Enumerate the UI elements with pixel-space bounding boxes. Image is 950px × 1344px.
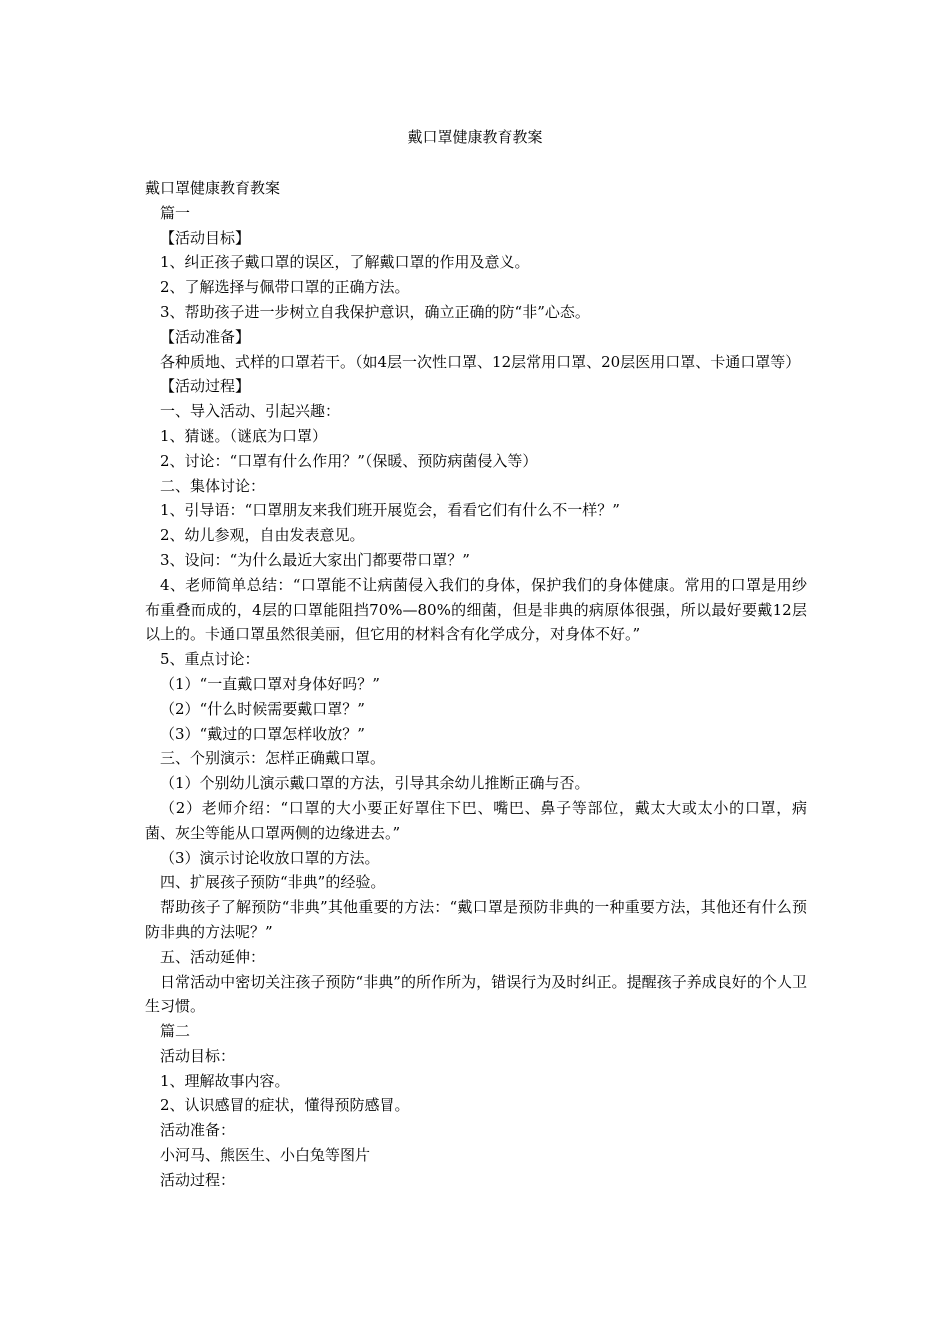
text-line: 2、幼儿参观，自由发表意见。 bbox=[160, 526, 365, 545]
document-body bbox=[145, 176, 807, 1193]
text-line: 【活动过程】 bbox=[160, 377, 251, 396]
text-line: 篇一 bbox=[160, 203, 191, 222]
text-line: 1、猜谜。（谜底为口罩） bbox=[160, 426, 328, 445]
text-line: 3、设问：“为什么最近大家出门都要带口罩？” bbox=[160, 550, 470, 569]
text-line: 3、帮助孩子进一步树立自我保护意识，确立正确的防“非”心态。 bbox=[160, 302, 590, 321]
text-line: （3）“戴过的口罩怎样收放？” bbox=[160, 724, 365, 743]
text-line: 5、重点讨论： bbox=[160, 650, 260, 669]
text-line: 活动目标： bbox=[160, 1046, 236, 1065]
text-line: （1）个别幼儿演示戴口罩的方法，引导其余幼儿推断正确与否。 bbox=[160, 774, 590, 793]
document-lines bbox=[145, 201, 807, 1193]
text-line: 五、活动延伸： bbox=[160, 947, 266, 966]
text-line: 三、个别演示：怎样正确戴口罩。 bbox=[160, 749, 386, 768]
text-line: 【活动准备】 bbox=[160, 327, 251, 346]
text-line: （2）“什么时候需要戴口罩？” bbox=[160, 699, 365, 718]
text-line: 小河马、熊医生、小白兔等图片 bbox=[160, 1146, 371, 1165]
text-line: 1、理解故事内容。 bbox=[160, 1071, 290, 1090]
text-line: 2、认识感冒的症状，懂得预防感冒。 bbox=[160, 1096, 410, 1115]
document-heading: 戴口罩健康教育教案 bbox=[145, 179, 281, 197]
paragraph: 日常活动中密切关注孩子预防“非典”的所作所为，错误行为及时纠正。提醒孩子养成良好的个人卫生习惯。 bbox=[145, 972, 807, 1016]
text-line: 活动准备： bbox=[160, 1121, 236, 1140]
paragraph: （2）老师介绍：“口罩的大小要正好罩住下巴、嘴巴、鼻子等部位，戴太大或太小的口罩，病菌、灰尘等能从口罩两侧的边缘进去。” bbox=[145, 798, 807, 842]
paragraph: 帮助孩子了解预防“非典”其他重要的方法：“戴口罩是预防非典的一种重要方法，其他还有什么预防非典的方法呢？” bbox=[145, 898, 807, 941]
text-line: 【活动目标】 bbox=[160, 228, 251, 247]
text-line: 1、纠正孩子戴口罩的误区，了解戴口罩的作用及意义。 bbox=[160, 253, 530, 272]
text-line: 篇二 bbox=[160, 1022, 191, 1041]
paragraph: 各种质地、式样的口罩若干。（如4层一次性口罩、12层常用口罩、20层医用口罩、卡通口罩等） bbox=[160, 352, 801, 371]
page-title: 戴口罩健康教育教案 bbox=[407, 128, 543, 146]
text-line: 四、扩展孩子预防“非典”的经验。 bbox=[160, 873, 386, 892]
text-line: 2、讨论：“口罩有什么作用？”（保暖、预防病菌侵入等） bbox=[160, 451, 538, 470]
text-line: （3）演示讨论收放口罩的方法。 bbox=[160, 848, 380, 867]
text-line: 2、了解选择与佩带口罩的正确方法。 bbox=[160, 278, 410, 297]
text-line: 二、集体讨论： bbox=[160, 476, 266, 495]
text-line: 活动过程： bbox=[160, 1170, 236, 1189]
paragraph: 4、老师简单总结：“口罩能不让病菌侵入我们的身体，保护我们的身体健康。常用的口罩是用纱布重叠而成的，4层的口罩能阻挡70%—80%的细菌，但是非典的病原体很强，所以最好要戴12层以上的。卡通口罩虽然很美丽，但它用的材料含有化学成分，对身体不好。” bbox=[145, 575, 807, 644]
text-line: 1、引导语：“口罩朋友来我们班开展览会，看看它们有什么不一样？” bbox=[160, 501, 620, 520]
text-line: 一、导入活动、引起兴趣： bbox=[160, 402, 341, 421]
text-line: （1）“一直戴口罩对身体好吗？” bbox=[160, 674, 380, 693]
